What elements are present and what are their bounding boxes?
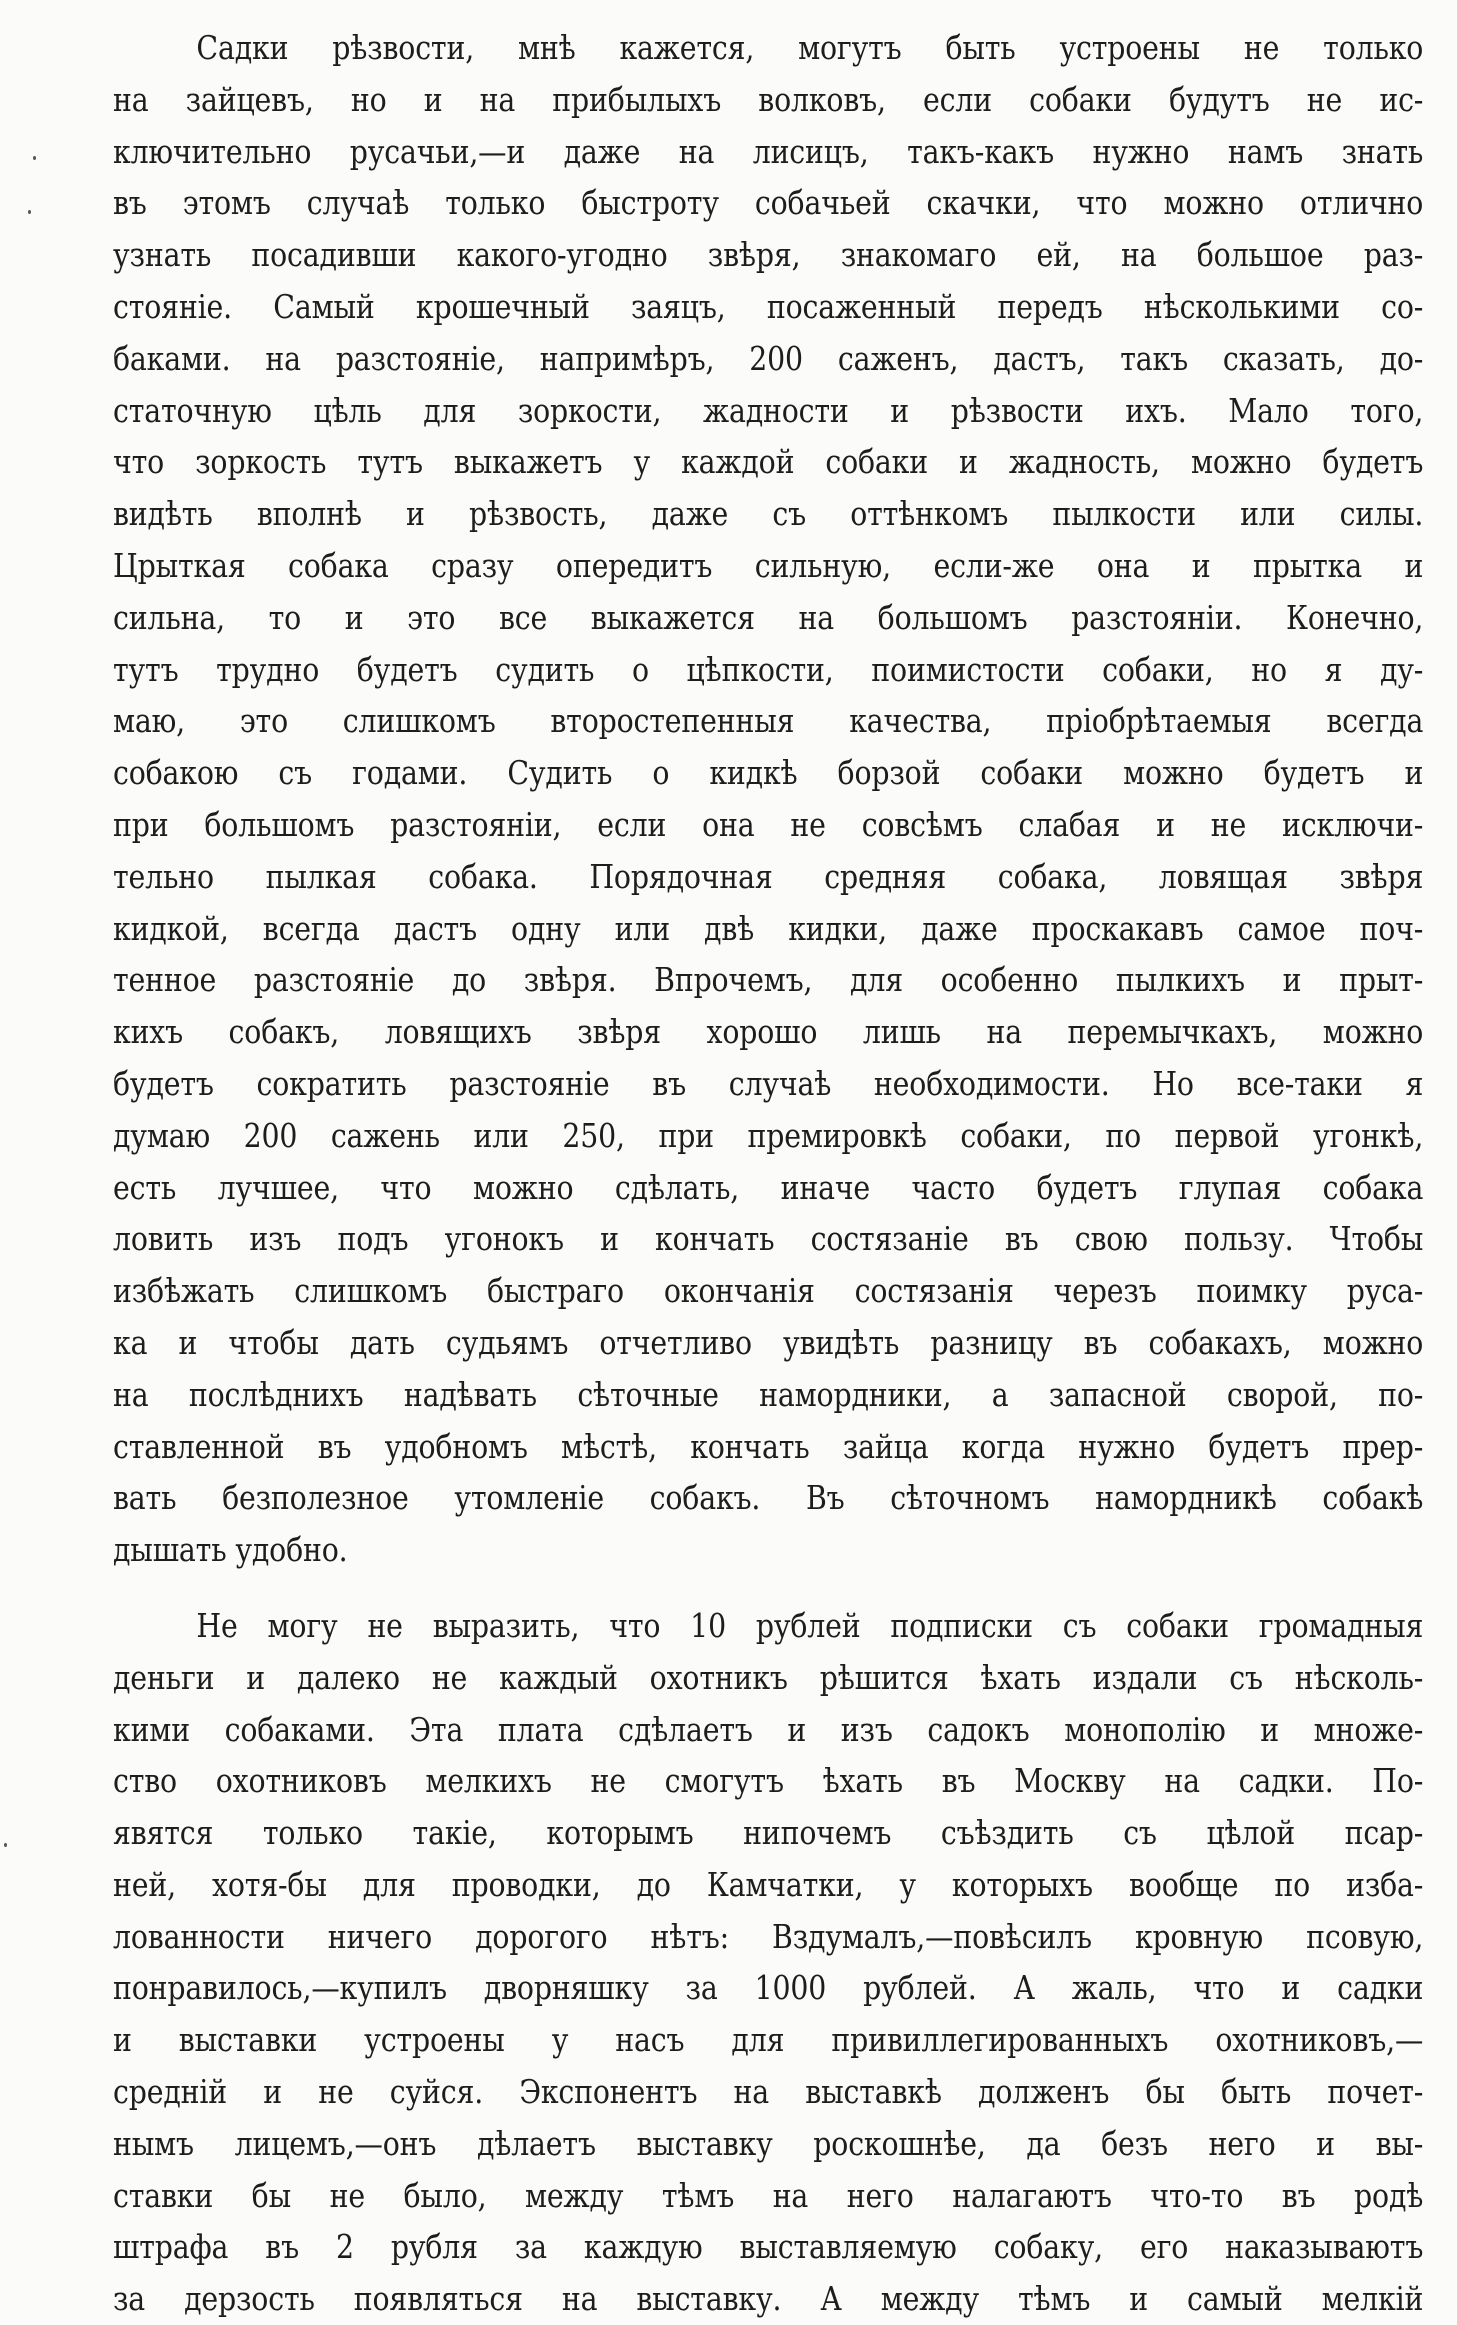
- text-line: тельно пылкая собака. Порядочная средняя собака, ловящая звѣря: [113, 856, 1424, 896]
- text-line: нымъ лицемъ,—онъ дѣлаетъ выставку роскошнѣе, да безъ него и вы-: [113, 2123, 1424, 2163]
- text-line: ключительно русачьи,—и даже на лисицъ, такъ-какъ нужно намъ знать: [113, 131, 1424, 171]
- text-line: ставки бы не было, между тѣмъ на него налагаютъ что-то въ родѣ: [113, 2175, 1424, 2215]
- paragraph-1: [113, 22, 1423, 1576]
- text-line: есть лучшее, что можно сдѣлать, иначе часто будетъ глупая собака: [113, 1167, 1424, 1207]
- text-line: Црыткая собака сразу опередитъ сильную, если-же она и прытка и: [113, 545, 1424, 585]
- text-line: понравилось,—купилъ дворняшку за 1000 рублей. А жаль, что и садки: [113, 1968, 1424, 2008]
- text-line: ставленной въ удобномъ мѣстѣ, кончать зайца когда нужно будетъ прер-: [113, 1426, 1424, 1466]
- text-line: лованности ничего дорогого нѣтъ: Вздумалъ,—повѣсилъ кровную псовую,: [113, 1916, 1424, 1956]
- text-line: штрафа въ 2 рубля за каждую выставляемую собаку, его наказываютъ: [113, 2227, 1424, 2267]
- text-line: явятся только такіе, которымъ нипочемъ съѣздить съ цѣлой псар-: [113, 1813, 1424, 1853]
- text-line: на зайцевъ, но и на прибылыхъ волковъ, если собаки будутъ не ис-: [113, 79, 1424, 119]
- text-line: кихъ собакъ, ловящихъ звѣря хорошо лишь на перемычкахъ, можно: [113, 1012, 1424, 1052]
- text-line: ней, хотя-бы для проводки, до Камчатки, у которыхъ вообще по изба-: [113, 1864, 1424, 1904]
- text-line: дышать удобно.: [113, 1530, 348, 1570]
- text-line: ство охотниковъ мелкихъ не смогутъ ѣхать въ Москву на садки. По-: [113, 1761, 1424, 1801]
- text-line: и выставки устроены у насъ для привиллегированныхъ охотниковъ,—: [113, 2020, 1424, 2060]
- text-line: статочную цѣль для зоркости, жадности и рѣзвости ихъ. Мало того,: [113, 390, 1424, 430]
- text-line: средній и не суйся. Экспонентъ на выставкѣ долженъ бы быть почет-: [113, 2072, 1424, 2112]
- text-line: думаю 200 сажень или 250, при премировкѣ собаки, по первой угонкѣ,: [113, 1115, 1424, 1155]
- text-line: кими собаками. Эта плата сдѣлаетъ и изъ садокъ монополію и множе-: [113, 1709, 1424, 1749]
- text-line: маю, это слишкомъ второстепенныя качества, пріобрѣтаемыя всегда: [113, 701, 1424, 741]
- text-line: деньги и далеко не каждый охотникъ рѣшится ѣхать издали съ нѣсколь-: [113, 1657, 1424, 1697]
- text-line: за дерзость появляться на выставку. А между тѣмъ и самый мелкій: [113, 2279, 1424, 2319]
- text-line: на послѣднихъ надѣвать сѣточные намордники, а запасной сворой, по-: [113, 1374, 1424, 1414]
- text-line: стояніе. Самый крошечный заяцъ, посаженный передъ нѣсколькими со-: [113, 286, 1424, 326]
- text-line: узнать посадивши какого-угодно звѣря, знакомаго ей, на большое раз-: [113, 235, 1424, 275]
- text-line: въ этомъ случаѣ только быстроту собачьей скачки, что можно отлично: [113, 183, 1424, 223]
- text-line: ловить изъ подъ угонокъ и кончать состязаніе въ свою пользу. Чтобы: [113, 1219, 1424, 1259]
- page-body: [113, 22, 1423, 2325]
- text-line: будетъ сократить разстояніе въ случаѣ необходимости. Но все-таки я: [113, 1063, 1424, 1103]
- text-line: что зоркость тутъ выкажетъ у каждой собаки и жадность, можно будетъ: [113, 442, 1424, 482]
- text-line: кидкой, всегда дастъ одну или двѣ кидки, даже проскакавъ самое поч-: [113, 908, 1424, 948]
- print-speck: [28, 210, 31, 214]
- text-line: вать безполезное утомленіе собакъ. Въ сѣточномъ намордникѣ собакѣ: [113, 1478, 1424, 1518]
- print-speck: [4, 1843, 7, 1847]
- text-line: тутъ трудно будетъ судить о цѣпкости, поимистости собаки, но я ду-: [113, 649, 1424, 689]
- text-line: сильна, то и это все выкажется на большомъ разстояніи. Конечно,: [113, 597, 1424, 637]
- text-line: видѣть вполнѣ и рѣзвость, даже съ оттѣнкомъ пылкости или силы.: [113, 494, 1424, 534]
- text-line: собакою съ годами. Судить о кидкѣ борзой собаки можно будетъ и: [113, 753, 1424, 793]
- text-line: баками. на разстояніе, напримѣръ, 200 саженъ, дастъ, такъ сказать, до-: [113, 338, 1424, 378]
- text-line: при большомъ разстояніи, если она не совсѣмъ слабая и не исключи-: [113, 804, 1424, 844]
- text-line: избѣжать слишкомъ быстраго окончанія состязанія черезъ поимку руса-: [113, 1271, 1424, 1311]
- text-line: Не могу не выразить, что 10 рублей подписки съ собаки громадныя: [196, 1605, 1424, 1645]
- text-line: ка и чтобы дать судьямъ отчетливо увидѣть разницу въ собакахъ, можно: [113, 1322, 1424, 1362]
- print-speck: [33, 156, 36, 160]
- text-line: Садки рѣзвости, мнѣ кажется, могутъ быть устроены не только: [196, 28, 1424, 67]
- paragraph-2: [113, 1600, 1423, 2325]
- text-line: тенное разстояніе до звѣря. Впрочемъ, для особенно пылкихъ и прыт-: [113, 960, 1424, 1000]
